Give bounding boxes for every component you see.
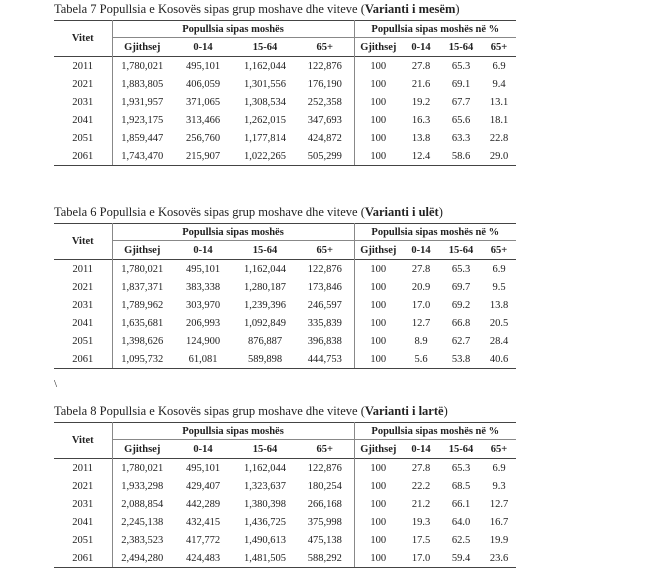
value-cell: 588,292 xyxy=(296,549,354,568)
year-cell: 2041 xyxy=(54,314,112,332)
value-cell: 9.4 xyxy=(492,78,506,90)
value-cell: 1,162,044 xyxy=(244,263,286,275)
value-cell: 17.0 xyxy=(411,299,431,311)
value-cell: 215,907 xyxy=(172,147,234,166)
value-cell: 65.3 xyxy=(451,263,471,275)
value-cell: 100 xyxy=(370,114,387,126)
value-cell: 1,481,505 xyxy=(234,549,296,568)
value-cell: 1,239,396 xyxy=(244,299,286,311)
value-cell: 180,254 xyxy=(296,477,354,495)
value-cell: 335,839 xyxy=(296,314,354,332)
value-cell: 383,338 xyxy=(185,281,221,293)
value-cell: 27.8 xyxy=(411,263,431,275)
value-cell: 9.5 xyxy=(492,281,506,293)
table-caption: Tabela 6 Popullsia e Kosovës sipas grup moshave dhe viteve (Varianti i ulët) xyxy=(54,205,443,219)
year-cell: 2021 xyxy=(54,278,112,296)
value-cell: 256,760 xyxy=(185,132,221,144)
header-sub: Gjithsej xyxy=(124,443,161,455)
table-row xyxy=(54,549,516,568)
value-cell: 17.5 xyxy=(411,534,431,546)
year-cell: 2061 xyxy=(54,147,112,166)
value-cell: 347,693 xyxy=(296,111,354,129)
header-group-percent: Popullsia sipas moshës në % xyxy=(354,224,516,241)
header-sub: 15-64 xyxy=(252,244,278,256)
value-cell: 100 xyxy=(370,96,387,108)
value-cell: 176,190 xyxy=(296,75,354,93)
header-sub: 15-64 xyxy=(252,443,278,455)
value-cell: 20.5 xyxy=(489,317,509,329)
value-cell: 1,931,957 xyxy=(121,96,164,108)
header-group-absolute: Popullsia sipas moshës xyxy=(112,224,354,241)
value-cell: 13.1 xyxy=(489,96,509,108)
value-cell: 100 xyxy=(370,462,387,474)
value-cell: 21.2 xyxy=(411,498,431,510)
value-cell: 429,407 xyxy=(185,480,221,492)
value-cell: 1,308,534 xyxy=(244,96,286,108)
table-caption: Tabela 8 Popullsia e Kosovës sipas grup moshave dhe viteve (Varianti i lartë) xyxy=(54,404,448,418)
value-cell: 495,101 xyxy=(185,462,221,474)
value-cell: 444,753 xyxy=(296,350,354,369)
value-cell: 6.9 xyxy=(492,60,506,72)
table-row xyxy=(54,513,516,531)
value-cell: 66.1 xyxy=(451,498,471,510)
value-cell: 53.8 xyxy=(440,350,482,369)
year-cell: 2051 xyxy=(54,129,112,147)
value-cell: 1,490,613 xyxy=(244,534,286,546)
value-cell: 12.4 xyxy=(402,147,440,166)
value-cell: 12.7 xyxy=(411,317,431,329)
value-cell: 1,022,265 xyxy=(234,147,296,166)
value-cell: 1,162,044 xyxy=(244,60,286,72)
header-sub: Gjithsej xyxy=(360,244,397,256)
year-cell: 2011 xyxy=(54,57,112,76)
header-sub: Gjithsej xyxy=(360,443,397,455)
value-cell: 396,838 xyxy=(296,332,354,350)
value-cell: 505,299 xyxy=(296,147,354,166)
value-cell: 64.0 xyxy=(451,516,471,528)
value-cell: 1,380,398 xyxy=(244,498,286,510)
year-cell: 2051 xyxy=(54,531,112,549)
value-cell: 100 xyxy=(370,534,387,546)
value-cell: 67.7 xyxy=(451,96,471,108)
value-cell: 22.2 xyxy=(411,480,431,492)
table-block-ulet xyxy=(54,205,516,369)
value-cell: 19.2 xyxy=(411,96,431,108)
header-vitet: Vitet xyxy=(54,224,112,260)
header-sub: 15-64 xyxy=(448,443,474,455)
header-sub: 15-64 xyxy=(448,244,474,256)
year-cell: 2031 xyxy=(54,495,112,513)
value-cell: 206,993 xyxy=(185,317,221,329)
header-sub: 65+ xyxy=(296,38,354,57)
value-cell: 69.2 xyxy=(451,299,471,311)
year-cell: 2041 xyxy=(54,513,112,531)
value-cell: 173,846 xyxy=(296,278,354,296)
year-cell: 2061 xyxy=(54,350,112,369)
value-cell: 266,168 xyxy=(296,495,354,513)
value-cell: 442,289 xyxy=(185,498,221,510)
year-cell: 2021 xyxy=(54,75,112,93)
value-cell: 27.8 xyxy=(411,462,431,474)
value-cell: 417,772 xyxy=(185,534,221,546)
header-sub: 0-14 xyxy=(411,244,431,256)
value-cell: 313,466 xyxy=(185,114,221,126)
header-group-percent: Popullsia sipas moshës në % xyxy=(354,423,516,440)
value-cell: 23.6 xyxy=(482,549,516,568)
value-cell: 65.3 xyxy=(451,60,471,72)
value-cell: 1,095,732 xyxy=(112,350,172,369)
value-cell: 21.6 xyxy=(411,78,431,90)
value-cell: 1,301,556 xyxy=(244,78,286,90)
value-cell: 58.6 xyxy=(440,147,482,166)
value-cell: 5.6 xyxy=(402,350,440,369)
value-cell: 2,494,280 xyxy=(112,549,172,568)
header-sub: 65+ xyxy=(490,244,508,256)
value-cell: 28.4 xyxy=(489,335,509,347)
value-cell: 100 xyxy=(370,263,387,275)
value-cell: 122,876 xyxy=(296,260,354,279)
value-cell: 100 xyxy=(370,516,387,528)
table-row xyxy=(54,459,516,478)
value-cell: 1,780,021 xyxy=(121,462,164,474)
value-cell: 1,780,021 xyxy=(121,263,164,275)
value-cell: 68.5 xyxy=(451,480,471,492)
value-cell: 65.6 xyxy=(451,114,471,126)
value-cell: 100 xyxy=(354,147,402,166)
header-group-absolute: Popullsia sipas moshës xyxy=(112,21,354,38)
value-cell: 18.1 xyxy=(489,114,509,126)
value-cell: 69.1 xyxy=(451,78,471,90)
table-row xyxy=(54,278,516,296)
value-cell: 124,900 xyxy=(185,335,221,347)
value-cell: 122,876 xyxy=(296,459,354,478)
header-sub: 0-14 xyxy=(411,41,431,53)
header-sub: 65+ xyxy=(490,41,508,53)
value-cell: 424,483 xyxy=(172,549,234,568)
value-cell: 65.3 xyxy=(451,462,471,474)
population-table xyxy=(54,20,516,166)
header-sub: 15-64 xyxy=(252,41,278,53)
population-table xyxy=(54,422,516,568)
value-cell: 1,789,962 xyxy=(121,299,164,311)
value-cell: 876,887 xyxy=(247,335,283,347)
header-vitet: Vitet xyxy=(54,21,112,57)
value-cell: 1,883,805 xyxy=(121,78,164,90)
header-sub: 15-64 xyxy=(448,41,474,53)
value-cell: 1,923,175 xyxy=(121,114,164,126)
table-row xyxy=(54,75,516,93)
header-sub: 65+ xyxy=(490,443,508,455)
table-row xyxy=(54,147,516,166)
value-cell: 13.8 xyxy=(489,299,509,311)
value-cell: 19.3 xyxy=(411,516,431,528)
value-cell: 1,280,187 xyxy=(244,281,286,293)
value-cell: 1,635,681 xyxy=(121,317,164,329)
table-block-larte xyxy=(54,404,516,568)
value-cell: 17.0 xyxy=(402,549,440,568)
value-cell: 495,101 xyxy=(185,263,221,275)
header-group-percent: Popullsia sipas moshës në % xyxy=(354,21,516,38)
value-cell: 475,138 xyxy=(296,531,354,549)
value-cell: 1,398,626 xyxy=(121,335,164,347)
value-cell: 1,743,470 xyxy=(112,147,172,166)
value-cell: 12.7 xyxy=(489,498,509,510)
value-cell: 1,177,814 xyxy=(244,132,286,144)
value-cell: 6.9 xyxy=(492,263,506,275)
population-table xyxy=(54,223,516,369)
year-cell: 2031 xyxy=(54,93,112,111)
value-cell: 252,358 xyxy=(296,93,354,111)
value-cell: 29.0 xyxy=(482,147,516,166)
table-row xyxy=(54,531,516,549)
value-cell: 246,597 xyxy=(296,296,354,314)
value-cell: 13.8 xyxy=(411,132,431,144)
stray-mark: \ xyxy=(54,378,58,390)
value-cell: 69.7 xyxy=(451,281,471,293)
table-caption: Tabela 7 Popullsia e Kosovës sipas grup moshave dhe viteve (Varianti i mesëm) xyxy=(54,2,460,16)
value-cell: 100 xyxy=(370,60,387,72)
year-cell: 2021 xyxy=(54,477,112,495)
value-cell: 100 xyxy=(370,299,387,311)
value-cell: 303,970 xyxy=(185,299,221,311)
header-sub: Gjithsej xyxy=(124,41,161,53)
value-cell: 1,323,637 xyxy=(244,480,286,492)
value-cell: 1,436,725 xyxy=(244,516,286,528)
value-cell: 406,059 xyxy=(185,78,221,90)
value-cell: 16.7 xyxy=(489,516,509,528)
value-cell: 100 xyxy=(370,335,387,347)
value-cell: 62.7 xyxy=(451,335,471,347)
value-cell: 1,262,015 xyxy=(244,114,286,126)
value-cell: 424,872 xyxy=(296,129,354,147)
value-cell: 8.9 xyxy=(414,335,428,347)
table-block-mesem xyxy=(54,2,516,166)
value-cell: 1,837,371 xyxy=(121,281,164,293)
value-cell: 59.4 xyxy=(440,549,482,568)
value-cell: 100 xyxy=(370,281,387,293)
year-cell: 2061 xyxy=(54,549,112,568)
value-cell: 40.6 xyxy=(482,350,516,369)
value-cell: 100 xyxy=(370,498,387,510)
value-cell: 2,245,138 xyxy=(121,516,164,528)
year-cell: 2011 xyxy=(54,459,112,478)
value-cell: 16.3 xyxy=(411,114,431,126)
value-cell: 9.3 xyxy=(492,480,506,492)
header-sub: Gjithsej xyxy=(360,41,397,53)
value-cell: 66.8 xyxy=(451,317,471,329)
year-cell: 2011 xyxy=(54,260,112,279)
value-cell: 122,876 xyxy=(296,57,354,76)
value-cell: 375,998 xyxy=(296,513,354,531)
value-cell: 2,088,854 xyxy=(121,498,164,510)
value-cell: 100 xyxy=(370,78,387,90)
value-cell: 63.3 xyxy=(451,132,471,144)
value-cell: 1,162,044 xyxy=(244,462,286,474)
header-sub: Gjithsej xyxy=(124,244,161,256)
value-cell: 62.5 xyxy=(451,534,471,546)
table-row xyxy=(54,332,516,350)
header-sub: 65+ xyxy=(296,241,354,260)
table-row xyxy=(54,314,516,332)
value-cell: 495,101 xyxy=(185,60,221,72)
value-cell: 20.9 xyxy=(411,281,431,293)
value-cell: 27.8 xyxy=(411,60,431,72)
header-sub: 65+ xyxy=(296,440,354,459)
table-row xyxy=(54,477,516,495)
header-sub: 0-14 xyxy=(411,443,431,455)
value-cell: 2,383,523 xyxy=(121,534,164,546)
value-cell: 1,859,447 xyxy=(121,132,164,144)
year-cell: 2041 xyxy=(54,111,112,129)
value-cell: 6.9 xyxy=(492,462,506,474)
value-cell: 61,081 xyxy=(172,350,234,369)
value-cell: 589,898 xyxy=(234,350,296,369)
year-cell: 2051 xyxy=(54,332,112,350)
header-sub: 0-14 xyxy=(193,244,213,256)
header-vitet: Vitet xyxy=(54,423,112,459)
value-cell: 19.9 xyxy=(489,534,509,546)
header-sub: 0-14 xyxy=(193,41,213,53)
value-cell: 100 xyxy=(370,317,387,329)
header-sub: 0-14 xyxy=(193,443,213,455)
table-row xyxy=(54,260,516,279)
year-cell: 2031 xyxy=(54,296,112,314)
value-cell: 22.8 xyxy=(489,132,509,144)
value-cell: 1,092,849 xyxy=(244,317,286,329)
value-cell: 100 xyxy=(354,350,402,369)
value-cell: 1,933,298 xyxy=(121,480,164,492)
value-cell: 1,780,021 xyxy=(121,60,164,72)
header-group-absolute: Popullsia sipas moshës xyxy=(112,423,354,440)
table-row xyxy=(54,350,516,369)
value-cell: 100 xyxy=(370,480,387,492)
table-row xyxy=(54,93,516,111)
value-cell: 432,415 xyxy=(185,516,221,528)
table-row xyxy=(54,495,516,513)
table-row xyxy=(54,129,516,147)
value-cell: 100 xyxy=(370,132,387,144)
table-row xyxy=(54,296,516,314)
value-cell: 371,065 xyxy=(185,96,221,108)
table-row xyxy=(54,57,516,76)
value-cell: 100 xyxy=(354,549,402,568)
table-row xyxy=(54,111,516,129)
